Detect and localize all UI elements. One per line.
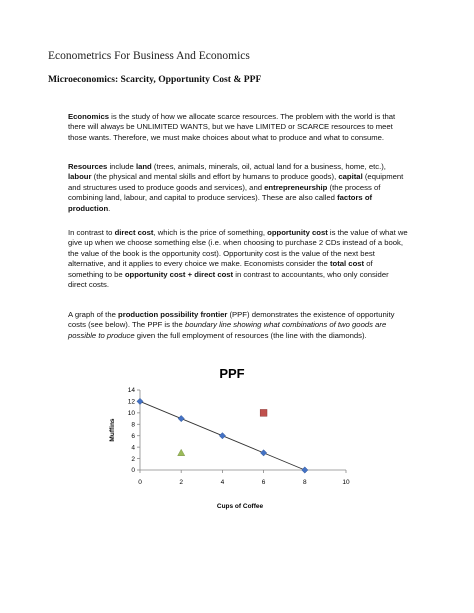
para-text: is the study of how we allocate scarce resources. The problem with the world is that there will always be UNLIMITED WANTS, but we have LIMITED or SCARCE resources to meet those wants. Therefore, we must make choices about what to produce and what to consume. — [68, 112, 396, 142]
diamond-point — [178, 415, 184, 421]
diamond-point — [219, 433, 225, 439]
term-entrepreneurship: entrepreneurship — [264, 182, 328, 192]
x-tick-label: 8 — [302, 479, 307, 486]
term-direct-cost: direct cost — [114, 228, 154, 237]
term-labour: labour — [68, 172, 92, 182]
term-boundary-line: boundary line showing what combinations of two goods are possible to produce — [68, 320, 387, 340]
para-text: in contrast to accountants, who only consider direct costs. — [68, 269, 389, 290]
para-text: In contrast to — [68, 228, 115, 237]
term-land: land — [135, 162, 152, 171]
para-text: . — [108, 203, 111, 213]
para-text: , which is the price of something, — [153, 228, 268, 237]
y-tick-label: 14 — [127, 387, 135, 395]
para-text: include — [107, 162, 136, 171]
term-factors-of-production: factors of production — [68, 193, 373, 213]
para-text: (trees, animals, minerals, oil, actual land for a business, home, etc.), — [151, 162, 386, 171]
term-capital: capital — [338, 172, 363, 182]
paragraph-opportunity-cost — [68, 228, 408, 290]
y-axis-label: Muffins — [109, 418, 116, 442]
term-opportunity-plus-direct: opportunity cost + direct cost — [124, 269, 234, 279]
term-resources: Resources — [68, 162, 108, 171]
term-economics: Economics — [68, 112, 110, 121]
diamond-point — [302, 467, 308, 473]
para-text: given the full employment of resources (the line with the diamonds). — [134, 330, 367, 340]
x-tick-label: 10 — [342, 479, 350, 486]
ppf-chart — [100, 362, 370, 512]
para-text: (the physical and mental skills and effort by humans to produce goods), — [91, 172, 339, 182]
x-tick-label: 4 — [220, 479, 225, 486]
paragraph-resources — [68, 162, 408, 214]
x-axis-label: Cups of Coffee — [216, 503, 264, 510]
x-tick-label: 0 — [138, 479, 142, 486]
y-tick-label: 12 — [127, 398, 135, 406]
y-tick-label: 8 — [131, 421, 135, 429]
section-title: Microeconomics: Scarcity, Opportunity Cost & PPF — [48, 74, 262, 85]
term-ppf: production possibility frontier — [118, 310, 228, 319]
chart-axes — [128, 387, 350, 486]
para-text: (PPF) demonstrates the existence of opportunity costs (see below). The PPF is the — [68, 310, 395, 330]
diamond-point — [260, 450, 266, 456]
course-title: Econometrics For Business And Economics — [48, 50, 250, 62]
triangle-point — [178, 449, 185, 455]
para-text: is the value of what we give up when we choose something else (i.e. when choosing to purchase 2 CDs instead of a book, the value of the book is the opportunity cost). Opportunity cost is the value of the next best alternative, and it applies to every choice we make. Economists consider the — [68, 228, 408, 269]
chart-title: PPF — [219, 366, 245, 381]
term-total-cost: total cost — [329, 259, 365, 269]
x-tick-label: 6 — [261, 479, 266, 486]
y-tick-label: 2 — [131, 455, 135, 463]
x-tick-label: 2 — [179, 479, 184, 486]
y-tick-label: 10 — [127, 410, 135, 418]
para-text: (equipment and structures used to produce goods and services), and — [68, 172, 404, 192]
paragraph-ppf — [68, 310, 408, 341]
diamond-point — [137, 398, 143, 404]
chart-marks — [137, 398, 308, 473]
square-point — [260, 409, 267, 416]
term-opportunity-cost: opportunity cost — [267, 228, 328, 237]
y-tick-label: 0 — [131, 467, 135, 475]
para-text: of something to be — [68, 259, 373, 279]
y-tick-label: 6 — [131, 432, 135, 440]
para-text: A graph of the — [68, 310, 119, 319]
y-tick-label: 4 — [131, 444, 135, 452]
paragraph-economics — [68, 112, 408, 143]
para-text: (the process of combining land, labour, and capital to produce services). These are also called — [68, 182, 381, 203]
